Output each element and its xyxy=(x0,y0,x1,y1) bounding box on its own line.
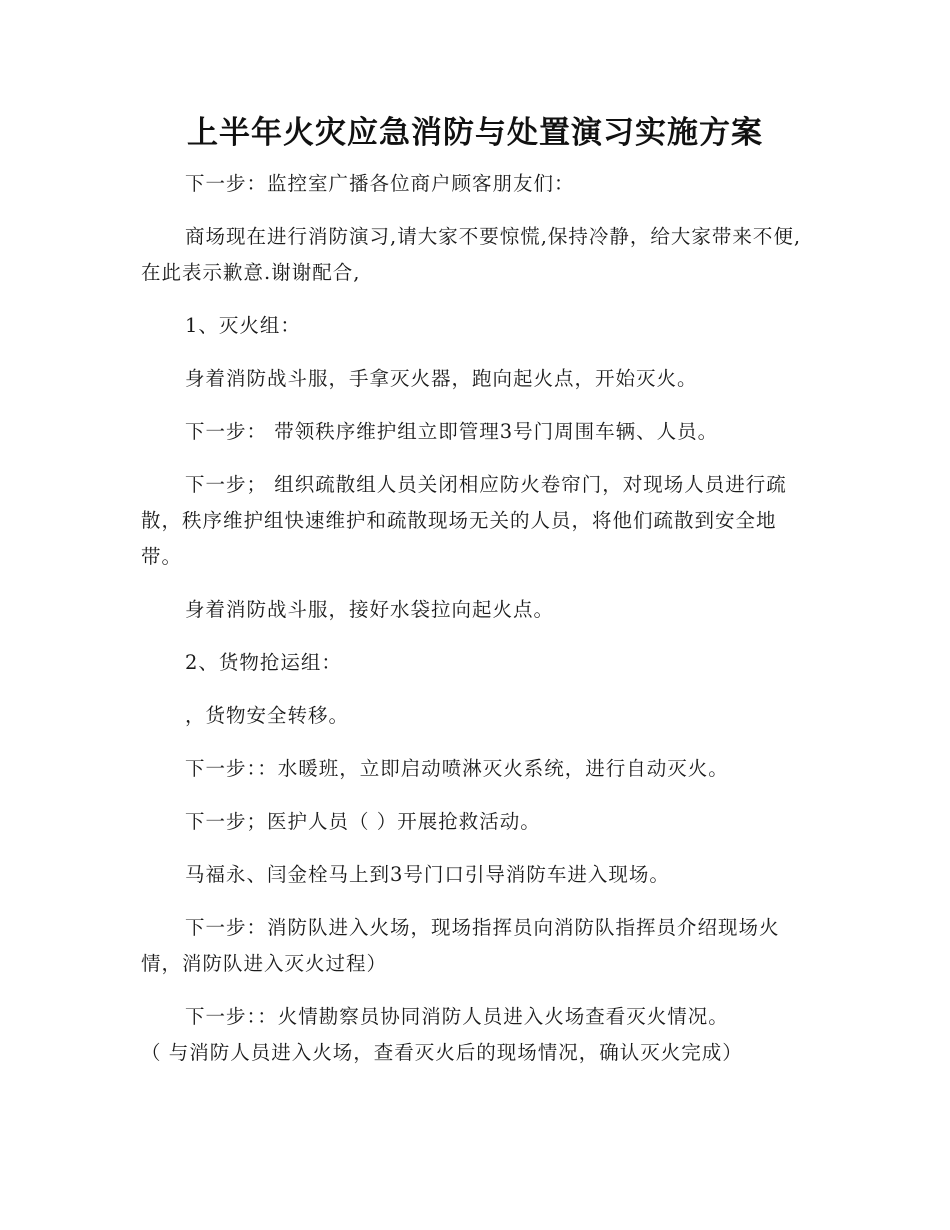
paragraph: 身着消防战斗服，接好水袋拉向起火点。 xyxy=(185,598,555,621)
document-title: 上半年火灾应急消防与处置演习实施方案 xyxy=(187,115,763,151)
paragraph: 下一步：：水暖班，立即启动喷淋灭火系统，进行自动灭火。 xyxy=(185,757,729,780)
paragraph: 下一步； 组织疏散组人员关闭相应防火卷帘门，对现场人员进行疏散，秩序维护组快速维护和疏散现场无关的人员，将他们疏散到安全地带。 xyxy=(141,473,787,568)
paragraph: 身着消防战斗服，手拿灭火器，跑向起火点，开始灭火。 xyxy=(185,367,698,390)
paragraph: 下一步；医护人员（ ）开展抢救活动。 xyxy=(185,810,541,833)
paragraph: 下一步：消防队进入火场，现场指挥员向消防队指挥员介绍现场火情，消防队进入灭火过程） xyxy=(141,916,780,975)
paragraph: 1、灭火组： xyxy=(185,314,301,337)
paragraph: 下一步：监控室广播各位商户顾客朋友们： xyxy=(185,172,575,195)
paragraph: 商场现在进行消防演习,请大家不要惊慌,保持冷静，给大家带来不便,在此表示歉意.谢谢配合, xyxy=(141,225,802,284)
paragraph: 下一步： 带领秩序维护组立即管理3号门周围车辆、人员。 xyxy=(185,420,719,443)
document-body xyxy=(141,166,811,1088)
paragraph: （ 与消防人员进入火场，查看灭火后的现场情况，确认灭火完成） xyxy=(141,1041,743,1064)
paragraph: 2、货物抢运组： xyxy=(185,651,342,674)
paragraph: 马福永、闫金栓马上到3号门口引导消防车进入现场。 xyxy=(185,863,670,886)
paragraph: ，货物安全转移。 xyxy=(185,704,350,727)
paragraph: 下一步：：火情勘察员协同消防人员进入火场查看灭火情况。 xyxy=(185,1005,729,1028)
